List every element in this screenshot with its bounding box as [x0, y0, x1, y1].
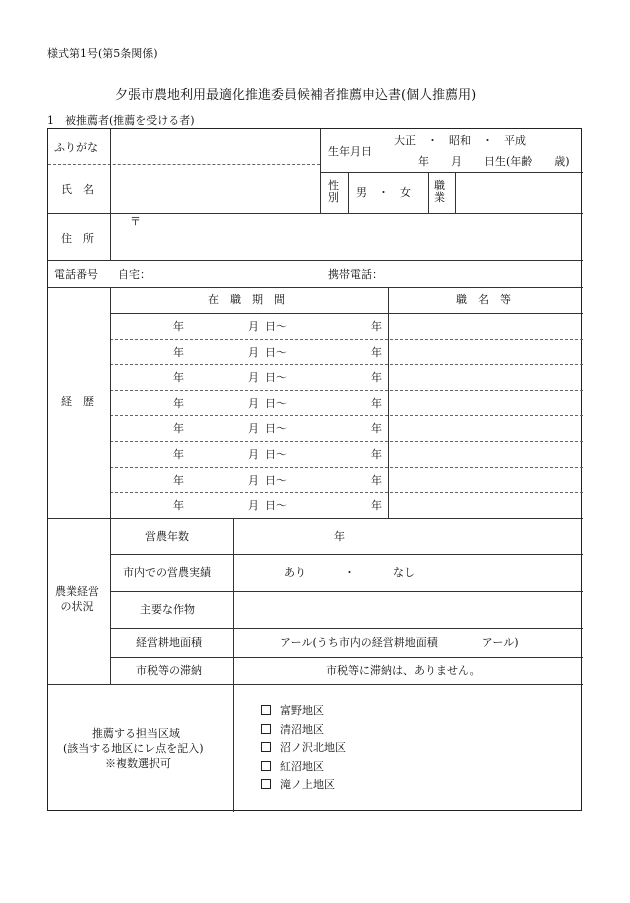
rule [110, 287, 111, 684]
area-label: 経営耕地面積 [136, 636, 202, 649]
history-day-from: 日～ [265, 448, 287, 461]
history-year: 年 [173, 345, 184, 359]
rule [48, 213, 583, 214]
district-note: ※複数選択可 [105, 757, 171, 770]
history-month: 月 [248, 422, 259, 436]
farming-years-unit: 年 [334, 530, 345, 543]
farming-label: 農業経営 の状況 [55, 585, 99, 613]
history-year: 年 [173, 320, 184, 333]
section-heading: 1 被推薦者(推薦を受ける者) [47, 114, 195, 127]
home-phone-label: 自宅： [118, 268, 151, 281]
checkbox-icon[interactable] [261, 724, 271, 734]
history-year: 年 [173, 448, 184, 461]
district-option[interactable] [261, 723, 324, 736]
checkbox-icon[interactable] [261, 742, 271, 752]
district-option-label: 清沼地区 [280, 722, 324, 736]
district-option[interactable] [261, 741, 346, 754]
rule [110, 591, 583, 592]
farming-record-no[interactable]: なし [393, 566, 415, 579]
farming-record-yes[interactable]: あり [284, 566, 306, 579]
phone-label: 電話番号 [54, 268, 98, 281]
history-row-divider [110, 364, 583, 365]
history-row-divider [110, 492, 583, 493]
rule [388, 287, 389, 518]
history-month: 月 [248, 499, 259, 513]
history-end-year: 年 [371, 320, 382, 333]
furigana-label: ふりがな [54, 141, 98, 154]
sex-label: 性 別 [328, 179, 339, 204]
sex-options[interactable]: 男 ・ 女 [356, 186, 411, 199]
rule [233, 518, 234, 812]
district-option[interactable] [261, 760, 324, 773]
farming-record-label: 市内での営農実績 [123, 566, 211, 579]
history-end-year: 年 [371, 499, 382, 513]
checkbox-icon[interactable] [261, 779, 271, 789]
rule [48, 164, 320, 165]
history-month: 月 [248, 345, 259, 359]
rule [110, 554, 583, 555]
history-day-from: 日～ [265, 422, 287, 436]
form-number: 様式第1号(第5条関係) [47, 47, 158, 60]
history-day-from: 日～ [265, 499, 287, 513]
history-end-year: 年 [371, 396, 382, 410]
history-end-year: 年 [371, 371, 382, 385]
history-day-from: 日～ [265, 345, 287, 359]
rule [110, 313, 583, 314]
crops-label: 主要な作物 [140, 603, 195, 616]
history-end-year: 年 [371, 422, 382, 436]
area-value: アール(うち市内の経営耕地面積 アール) [280, 636, 519, 649]
rule [48, 518, 583, 519]
history-year: 年 [173, 396, 184, 410]
farming-record-dot: ・ [344, 566, 355, 579]
postal-mark: 〒 [130, 215, 141, 228]
history-row-divider [110, 441, 583, 442]
rule [48, 287, 583, 288]
district-option[interactable] [261, 778, 335, 791]
history-month: 月 [248, 320, 259, 333]
history-month: 月 [248, 473, 259, 487]
rule [428, 172, 429, 213]
occupation-label: 職 業 [434, 179, 445, 204]
history-row-divider [110, 390, 583, 391]
birth-eras: 大正 ・ 昭和 ・ 平成 [394, 134, 526, 147]
rule [455, 172, 456, 213]
history-end-year: 年 [371, 473, 382, 487]
district-option-label: 滝ノ上地区 [280, 778, 335, 791]
tax-label: 市税等の滞納 [136, 664, 202, 677]
district-label: 推薦する担当区域 [92, 727, 180, 740]
checkbox-icon[interactable] [261, 761, 271, 771]
address-label: 住 所 [61, 232, 94, 245]
history-day-from: 日～ [265, 371, 287, 385]
history-month: 月 [248, 396, 259, 410]
birthdate-label: 生年月日 [328, 145, 372, 158]
district-option[interactable] [261, 704, 324, 717]
period-header: 在 職 期 間 [208, 293, 285, 306]
history-year: 年 [173, 371, 184, 385]
history-day-from: 日～ [265, 396, 287, 410]
checkbox-icon[interactable] [261, 705, 271, 715]
history-day-from: 日～ [265, 473, 287, 487]
district-option-label: 沼ノ沢北地区 [280, 741, 346, 754]
district-option-label: 富野地区 [280, 704, 324, 717]
history-label: 経 歴 [61, 395, 94, 408]
history-end-year: 年 [371, 448, 382, 461]
history-day-from: 日～ [265, 320, 287, 333]
nomination-form [47, 128, 582, 811]
mobile-phone-label: 携帯電話： [328, 268, 383, 281]
history-year: 年 [173, 499, 184, 513]
rule [110, 129, 111, 260]
tax-value: 市税等に滞納は、ありません。 [326, 664, 481, 677]
history-month: 月 [248, 371, 259, 385]
history-end-year: 年 [371, 345, 382, 359]
history-month: 月 [248, 448, 259, 461]
history-row-divider [110, 467, 583, 468]
rule [48, 684, 583, 685]
farming-years-label: 営農年数 [145, 530, 189, 543]
history-row-divider [110, 339, 583, 340]
rule [320, 172, 583, 173]
history-year: 年 [173, 473, 184, 487]
rule [110, 657, 583, 658]
rule [348, 172, 349, 213]
history-row-divider [110, 415, 583, 416]
rule [48, 260, 583, 261]
rule [320, 129, 321, 213]
page-title: 夕張市農地利用最適化推進委員候補者推薦申込書(個人推薦用) [115, 88, 477, 103]
name-label: 氏 名 [61, 183, 94, 196]
history-year: 年 [173, 422, 184, 436]
birth-units: 年 月 日生(年齢 歳) [418, 155, 570, 168]
district-instruction: (該当する地区にレ点を記入) [63, 742, 204, 755]
rule [110, 628, 583, 629]
title-header: 職 名 等 [456, 293, 511, 306]
district-option-label: 紅沼地区 [280, 759, 324, 773]
